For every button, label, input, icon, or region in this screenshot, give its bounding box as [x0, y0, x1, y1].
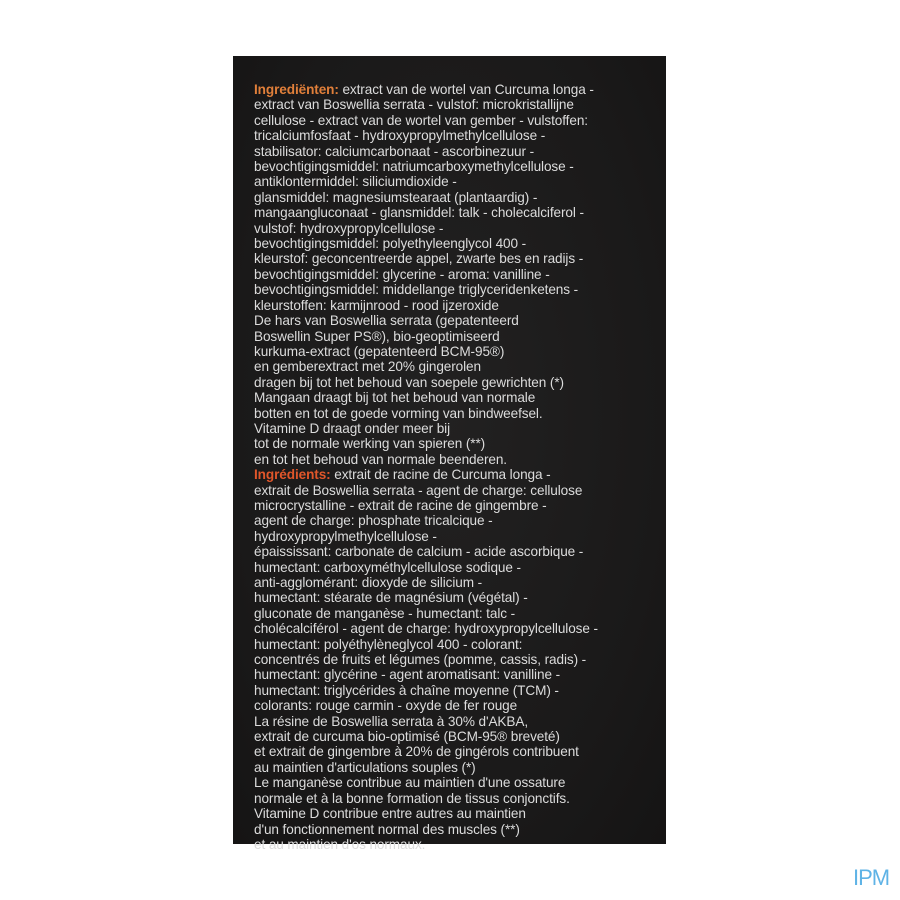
ingredients-fr-label: Ingrédients: — [254, 467, 331, 483]
ingredients-nl — [254, 82, 654, 313]
ingredients-fr-text: extrait de racine de Curcuma longa - extrait de Boswellia serrata - agent de charge: cellulose microcrystalline - extrait de racine de gingembre - agent de charge: phosphate tricalcique - hydroxypropylmethylcellulose - épaississant: carbonate de calcium - acide ascorbique - humectant: carboxyméthylcellulose sodique - anti-agglomérant: dioxyde de silicium - humectant: stéarate de magnésium (végétal) - gluconate de manganèse - humectant: talc - cholécalciférol - agent de charge: hydroxypropylcellulose - humectant: polyéthylèneglycol 400 - colorant: concentrés de fruits et légumes (pomme, cassis, radis) - humectant: glycérine - agent aromatisant: vanilline - humectant: triglycérides à chaîne moyenne (TCM) - colorants: rouge carmin - oxyde de fer rouge — [254, 467, 598, 714]
ingredients-nl-label: Ingrediënten: — [254, 82, 339, 97]
claims-nl: De hars van Boswellia serrata (gepatenteerd Boswellin Super PS®), bio-geoptimiseerd kurkuma-extract (gepatenteerd BCM-95®) en gemberextract met 20% gingerolen dragen bij tot het behoud van soepele gewrichten (*) Mangaan draagt bij tot het behoud van normale botten en tot de goede vorming van bindweefsel. Vitamine D draagt onder meer bij tot de normale werking van spieren (**) en tot het behoud van normale beenderen. — [254, 313, 564, 467]
ingredients-fr — [254, 467, 654, 714]
ipm-logo: IPM — [853, 865, 890, 890]
ingredients-nl-text: extract van de wortel van Curcuma longa - extract van Boswellia serrata - vulstof: microkristallijne cellulose - extract van de wortel van gember - vulstoffen: tricalciumfosfaat - hydroxypropylmethylcellulose - stabilisator: calciumcarbonaat - ascorbinezuur - bevochtigingsmiddel: natriumcarboxymethylcellulose - antiklontermiddel: siliciumdioxide - glansmiddel: magnesiumstearaat (plantaardig) - mangaangluconaat - glansmiddel: talk - cholecalciferol - vulstof: hydroxypropylcellulose - bevochtigingsmiddel: polyethyleenglycol 400 - kleurstof: geconcentreerde appel, zwarte bes en radijs - bevochtigingsmiddel: glycerine - aroma: vanilline - bevochtigingsmiddel: middellange triglyceridenketens - kleurstoffen: karmijnrood - rood ijzeroxide — [254, 82, 594, 313]
label-text — [254, 82, 654, 852]
claims-fr: La résine de Boswellia serrata à 30% d'AKBA, extrait de curcuma bio-optimisé (BCM-95® breveté) et extrait de gingembre à 20% de gingérols contribuent au maintien d'articulations souples (*) Le manganèse contribue au maintien d'une ossature normale et à la bonne formation de tissus conjonctifs. Vitamine D contribue entre autres au maintien d'un fonctionnement normal des muscles (**) et au maintien d'os normaux. — [254, 713, 579, 852]
